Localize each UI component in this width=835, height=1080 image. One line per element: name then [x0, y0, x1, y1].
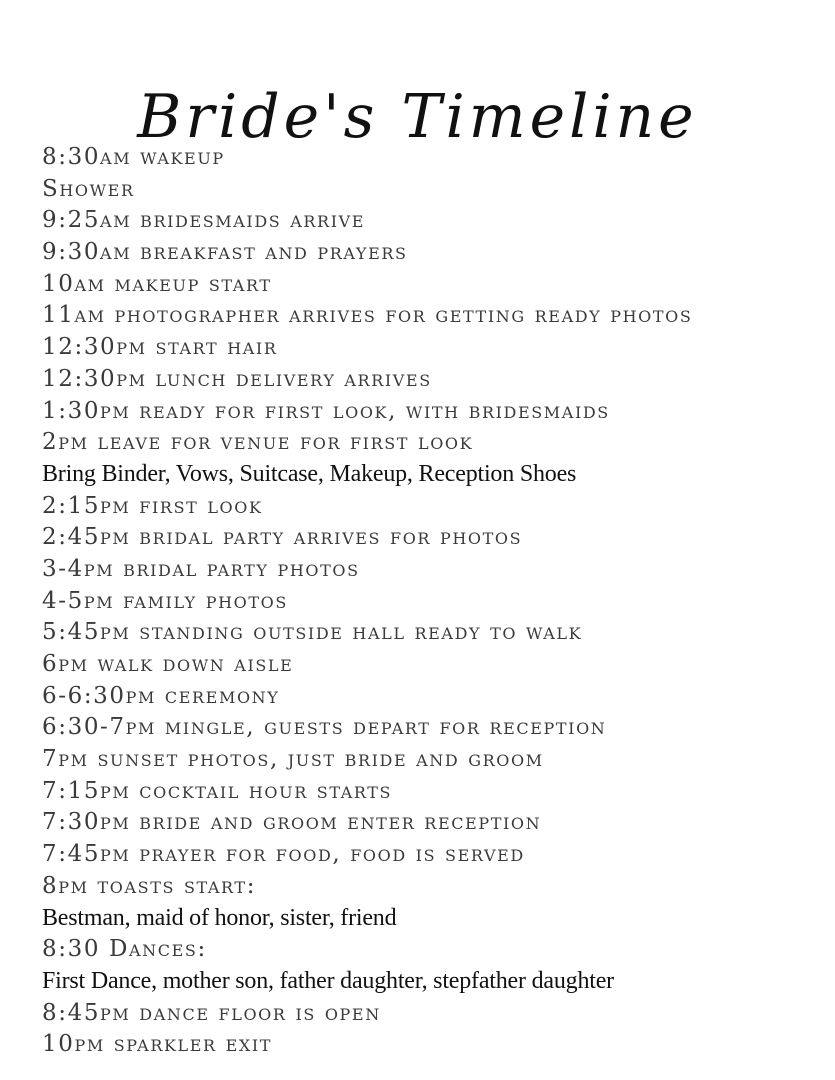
timeline-entry: 8:30 Dances:: [42, 936, 207, 963]
timeline-entry: 7pm sunset photos, just bride and groom: [42, 746, 544, 773]
page-title: Bride's Timeline: [137, 82, 698, 153]
timeline-entry: 2:15pm first look: [42, 492, 263, 519]
timeline-entry: 6:30-7pm mingle, guests depart for reception: [42, 714, 607, 741]
timeline-entry: 10am makeup start: [42, 270, 272, 297]
timeline-entry: 8:30am wakeup: [42, 144, 225, 170]
timeline-entry: 8:45pm dance floor is open: [42, 999, 381, 1026]
timeline-note: Bestman, maid of honor, sister, friend: [42, 904, 397, 931]
timeline-note: Bring Binder, Vows, Suitcase, Makeup, Reception Shoes: [42, 460, 577, 487]
timeline-entry: 2:45pm bridal party arrives for photos: [42, 524, 523, 551]
timeline-entry: 11am photographer arrives for getting ready photos: [42, 302, 693, 329]
timeline-entry: 12:30pm start hair: [42, 334, 278, 361]
timeline-list: [42, 142, 822, 1061]
timeline-entry: 4-5pm family photos: [42, 587, 288, 614]
timeline-entry: 2pm leave for venue for first look: [42, 429, 474, 456]
timeline-entry: 5:45pm standing outside hall ready to walk: [42, 619, 583, 646]
timeline-entry: Shower: [42, 175, 135, 202]
timeline-entry: 1:30pm ready for first look, with bridesmaids: [42, 397, 610, 424]
timeline-entry: 10pm sparkler exit: [42, 1031, 273, 1058]
timeline-entry: 6pm walk down aisle: [42, 651, 294, 677]
timeline-entry: 6-6:30pm ceremony: [42, 682, 280, 709]
timeline-entry: 7:15pm cocktail hour starts: [42, 777, 393, 804]
timeline-entry: 3-4pm bridal party photos: [42, 555, 360, 582]
timeline-note: First Dance, mother son, father daughter, stepfather daughter: [42, 967, 614, 994]
timeline-entry: 12:30pm lunch delivery arrives: [42, 365, 432, 392]
timeline-entry: 7:30pm bride and groom enter reception: [42, 809, 542, 836]
timeline-entry: 7:45pm prayer for food, food is served: [42, 841, 525, 868]
timeline-entry: 8pm toasts start:: [42, 872, 257, 899]
timeline-entry: 9:25am bridesmaids arrive: [42, 207, 366, 234]
timeline-entry: 9:30am breakfast and prayers: [42, 239, 408, 266]
